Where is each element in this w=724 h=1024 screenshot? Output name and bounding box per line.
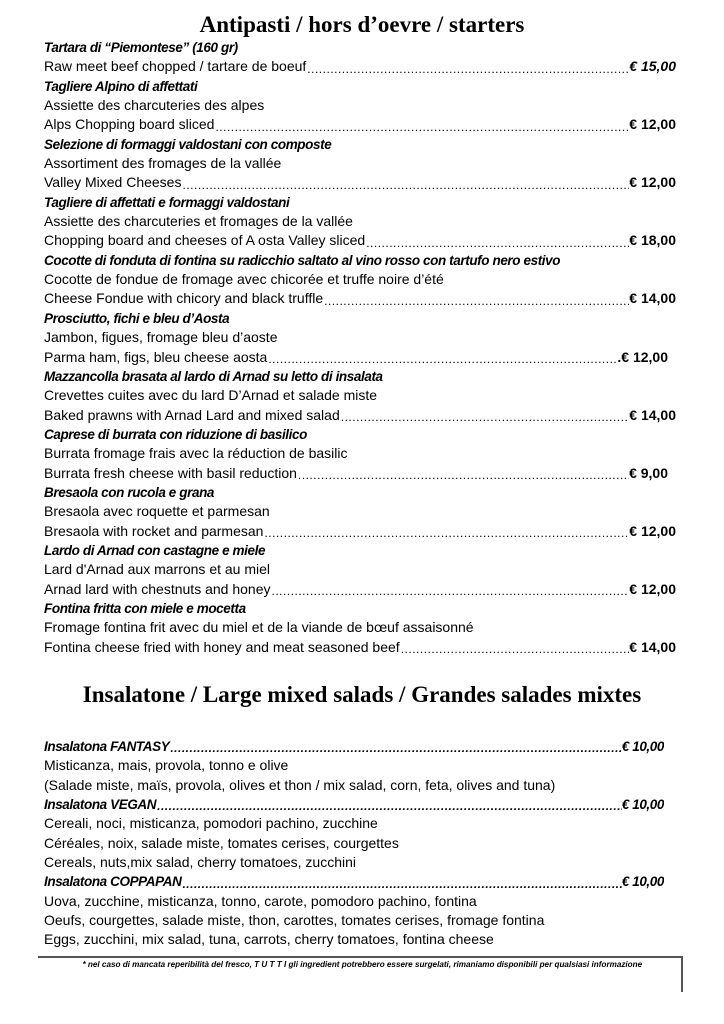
- item-description: Burrata fresh cheese with basil reduction: [44, 464, 297, 481]
- item-description: Eggs, zucchini, mix salad, tuna, carrots, cherry tomatoes, fontina cheese: [44, 931, 494, 948]
- item-description: Bresaola avec roquette et parmesan: [44, 503, 270, 520]
- dot-leader: [169, 741, 621, 756]
- item-price: € 14,00: [629, 638, 676, 655]
- item-name: Tartara di “Piemontese” (160 gr): [44, 40, 238, 55]
- item-description: Lard d'Arnad aux marrons et au miel: [44, 561, 271, 578]
- item-name: Prosciutto, fichi e bleu d’Aosta: [44, 310, 230, 326]
- item-name: Selezione di formaggi valdostani con composte: [44, 136, 332, 152]
- item-description: Crevettes cuites avec du lard D’Arnad et salade miste: [44, 387, 378, 404]
- insalatone-heading: Insalatone / Large mixed salads / Grandes salades mixtes: [82, 682, 642, 707]
- item-price: € 10,00: [621, 874, 664, 890]
- item-description: Misticanza, mais, provola, tonno e olive: [44, 757, 289, 774]
- item-name: Cocotte di fonduta di fontina su radicchio saltato al vino rosso con tartufo nero estivo: [44, 252, 561, 268]
- item-price: € 12,00: [629, 116, 676, 133]
- item-description: Fontina cheese fried with honey and meat seasoned beef: [44, 638, 400, 655]
- price-line: [44, 638, 676, 657]
- price-line: [44, 173, 676, 192]
- item-price: € 12,00: [629, 580, 676, 597]
- item-description: Baked prawns with Arnad Lard and mixed salad: [44, 406, 340, 423]
- dot-leader: [400, 642, 630, 657]
- price-line: [44, 57, 676, 76]
- dot-leader: [181, 877, 621, 892]
- item-description: Uova, zucchine, misticanza, tonno, carote, pomodoro pachino, fontina: [44, 892, 477, 909]
- menu-item: [44, 251, 676, 309]
- dot-leader: [323, 294, 629, 309]
- item-price: € 9,00: [629, 464, 668, 481]
- item-description: Bresaola with rocket and parmesan: [44, 522, 264, 539]
- menu-item: [44, 38, 676, 77]
- price-line: [44, 406, 676, 425]
- menu-item: [44, 737, 676, 795]
- item-description: Alps Chopping board sliced: [44, 116, 215, 133]
- menu-item: [44, 425, 676, 483]
- item-description: Jambon, figues, fromage bleu d’aoste: [44, 329, 278, 346]
- item-description: Cereali, noci, misticanza, pomodori pachino, zucchine: [44, 815, 378, 832]
- item-price: € 15,00: [629, 58, 676, 75]
- menu-item: [44, 77, 676, 135]
- item-name: Caprese di burrata con riduzione di basilico: [44, 426, 307, 442]
- menu-item: [44, 872, 676, 949]
- price-line: [44, 795, 664, 814]
- item-description: Valley Mixed Cheeses: [44, 174, 182, 191]
- item-name: Bresaola con rucola e grana: [44, 484, 215, 500]
- item-price: € 12,00: [629, 522, 676, 539]
- menu-item: [44, 541, 676, 599]
- item-price: .€ 12,00: [617, 348, 668, 365]
- item-price: € 10,00: [621, 797, 664, 813]
- item-description: Chopping board and cheeses of A osta Valley sliced: [44, 232, 366, 249]
- item-description: Assortiment des fromages de la vallée: [44, 155, 282, 172]
- item-name: Insalatona FANTASY: [44, 739, 170, 754]
- item-name: Insalatona COPPAPAN: [44, 874, 182, 890]
- item-description: Assiette des charcuteries et fromages de la vallée: [44, 213, 353, 230]
- antipasti-heading: Antipasti / hors d’oevre / starters: [199, 12, 525, 37]
- item-description: Cheese Fondue with chicory and black truffle: [44, 290, 324, 307]
- item-name: Insalatona VEGAN: [44, 797, 157, 813]
- item-description: Oeufs, courgettes, salade miste, thon, carottes, tomates cerises, fromage fontina: [44, 912, 545, 929]
- dot-leader: [214, 120, 629, 135]
- item-name: Mazzancolla brasata al lardo di Arnad su letto di insalata: [44, 368, 383, 384]
- menu-item: [44, 367, 676, 425]
- dot-leader: [365, 236, 629, 251]
- item-description: Cocotte de fondue de fromage avec chicorée et truffe noire d’été: [44, 271, 444, 288]
- item-description: Fromage fontina frit avec du miel et de la viande de bœuf assaisonné: [44, 619, 474, 636]
- dot-leader: [297, 468, 629, 483]
- dot-leader: [267, 352, 617, 367]
- menu-item: [44, 309, 676, 367]
- price-line: [44, 289, 676, 308]
- dot-leader: [156, 799, 622, 814]
- antipasti-section: [44, 38, 676, 657]
- insalatone-section: [44, 737, 676, 950]
- item-description: Céréales, noix, salade miste, tomates cerises, courgettes: [44, 834, 399, 851]
- item-description: Arnad lard with chestnuts and honey: [44, 580, 271, 597]
- item-name: Tagliere Alpino di affettati: [44, 78, 198, 94]
- item-name: Tagliere di affettati e formaggi valdostani: [44, 194, 290, 210]
- dot-leader: [263, 526, 629, 541]
- item-description: Burrata fromage frais avec la réduction de basilic: [44, 445, 348, 462]
- item-description: Assiette des charcuteries des alpes: [44, 97, 265, 114]
- price-line: [44, 737, 664, 756]
- footnote: * nel caso di mancata reperibilità del fresco, T U T T I gli ingredient potrebbero essere surgelati, rimaniamo disponibili per qualsiasi informazione: [82, 959, 642, 969]
- item-description: Parma ham, figs, bleu cheese aosta: [44, 348, 268, 365]
- item-description: (Salade miste, maïs, provola, olives et thon / mix salad, corn, feta, olives and tuna): [44, 776, 556, 793]
- item-price: € 14,00: [629, 406, 676, 423]
- item-name: Lardo di Arnad con castagne e miele: [44, 542, 266, 558]
- price-line: [44, 348, 668, 367]
- dot-leader: [181, 178, 629, 193]
- item-price: € 14,00: [629, 290, 676, 307]
- dot-leader: [306, 62, 629, 77]
- item-name: Fontina fritta con miele e mocetta: [44, 600, 246, 616]
- menu-item: [44, 193, 676, 251]
- menu-item: [44, 483, 676, 541]
- price-line: [44, 464, 668, 483]
- item-description: Cereals, nuts,mix salad, cherry tomatoes, zucchini: [44, 854, 357, 871]
- dot-leader: [270, 584, 629, 599]
- menu-item: [44, 599, 676, 657]
- price-line: [44, 522, 676, 541]
- item-price: € 18,00: [629, 232, 676, 249]
- item-price: € 12,00: [629, 174, 676, 191]
- price-line: [44, 115, 676, 134]
- item-description: Raw meet beef chopped / tartare de boeuf: [44, 58, 307, 75]
- menu-item: [44, 135, 676, 193]
- menu-item: [44, 795, 676, 872]
- dot-leader: [340, 410, 630, 425]
- price-line: [44, 580, 676, 599]
- price-line: [44, 872, 664, 891]
- item-price: € 10,00: [621, 739, 664, 754]
- price-line: [44, 231, 676, 250]
